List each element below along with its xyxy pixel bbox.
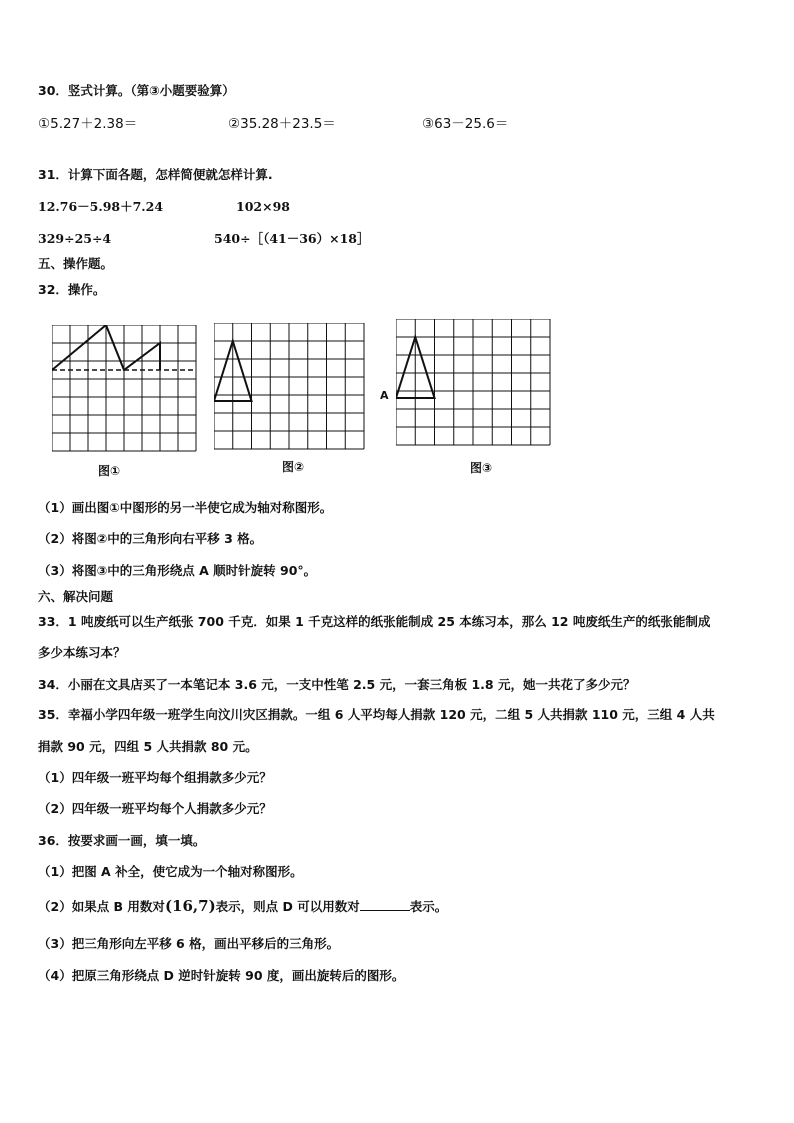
q35-sub-2: （2）四年级一班平均每个人捐款多少元？ <box>38 801 272 816</box>
q33-line-1: 33．1 吨废纸可以生产纸张 700 千克．如果 1 千克这样的纸张能制成 25 本练习本，那么 12 吨废纸生产的纸张能制成 <box>38 614 711 629</box>
q30-item-2: ②35.28＋23.5＝ <box>228 116 336 132</box>
figure-1-grid <box>52 325 198 453</box>
q35-sub-1: （1）四年级一班平均每个组捐款多少元？ <box>38 770 272 785</box>
q35-line-2: 捐款 90 元，四组 5 人共捐款 80 元。 <box>38 739 258 754</box>
q32-title: 32．操作。 <box>38 282 106 297</box>
q31-title: 31．计算下面各题，怎样简便就怎样计算. <box>38 167 273 182</box>
q31-item-4: 540÷［（41－36）×18］ <box>214 231 370 246</box>
q36-answer-blank[interactable] <box>360 898 410 911</box>
q36-title: 36．按要求画一画，填一填。 <box>38 833 206 848</box>
figure-3-gridlines <box>396 319 550 445</box>
q32-task-2: （2）将图②中的三角形向右平移 3 格。 <box>38 531 263 546</box>
figure-2-caption: 图② <box>282 460 305 474</box>
q32-task-3: （3）将图③中的三角形绕点 A 顺时针旋转 90°。 <box>38 563 317 578</box>
q36-sub-2-prefix: （2）如果点 B 用数对 <box>38 899 165 914</box>
q33-line-2: 多少本练习本？ <box>38 645 126 660</box>
q30-item-3: ③63－25.6＝ <box>422 116 509 132</box>
figure-3-caption: 图③ <box>470 461 493 475</box>
figure-2-gridlines <box>214 323 364 449</box>
figure-2-grid <box>214 323 366 451</box>
q36-sub-3: （3）把三角形向左平移 6 格，画出平移后的三角形。 <box>38 936 340 951</box>
q36-sub-2-middle: 表示，则点 D 可以用数对 <box>215 899 360 914</box>
q31-item-1: 12.76－5.98＋7.24 <box>38 199 164 214</box>
q36-coordinate-pair: (16,7) <box>164 897 216 915</box>
q36-sub-4: （4）把原三角形绕点 D 逆时针旋转 90 度，画出旋转后的图形。 <box>38 968 405 983</box>
q34-text: 34．小丽在文具店买了一本笔记本 3.6 元，一支中性笔 2.5 元，一套三角板 1.8 元，她一共花了多少元？ <box>38 677 636 692</box>
section-5-heading: 五、操作题。 <box>38 256 114 271</box>
q30-item-1: ①5.27＋2.38＝ <box>38 116 138 132</box>
section-6-heading: 六、解决问题 <box>38 589 114 604</box>
q35-line-1: 35．幸福小学四年级一班学生向汶川灾区捐款。一组 6 人平均每人捐款 120 元，二组 5 人共捐款 110 元，三组 4 人共 <box>38 707 715 722</box>
point-a-label: A <box>380 389 389 402</box>
q32-task-1: （1）画出图①中图形的另一半使它成为轴对称图形。 <box>38 500 333 515</box>
q36-sub-1: （1）把图 A 补全，使它成为一个轴对称图形。 <box>38 864 303 879</box>
figure-1-caption: 图① <box>98 464 121 478</box>
q36-sub-2 <box>38 898 447 915</box>
q36-sub-2-suffix: 表示。 <box>409 899 448 914</box>
figure-1-gridlines <box>52 325 196 451</box>
q30-title: 30．竖式计算。（第③小题要验算） <box>38 83 235 98</box>
q31-item-3: 329÷25÷4 <box>38 231 112 246</box>
figure-3-grid <box>396 319 552 447</box>
q31-item-2: 102×98 <box>236 199 290 214</box>
